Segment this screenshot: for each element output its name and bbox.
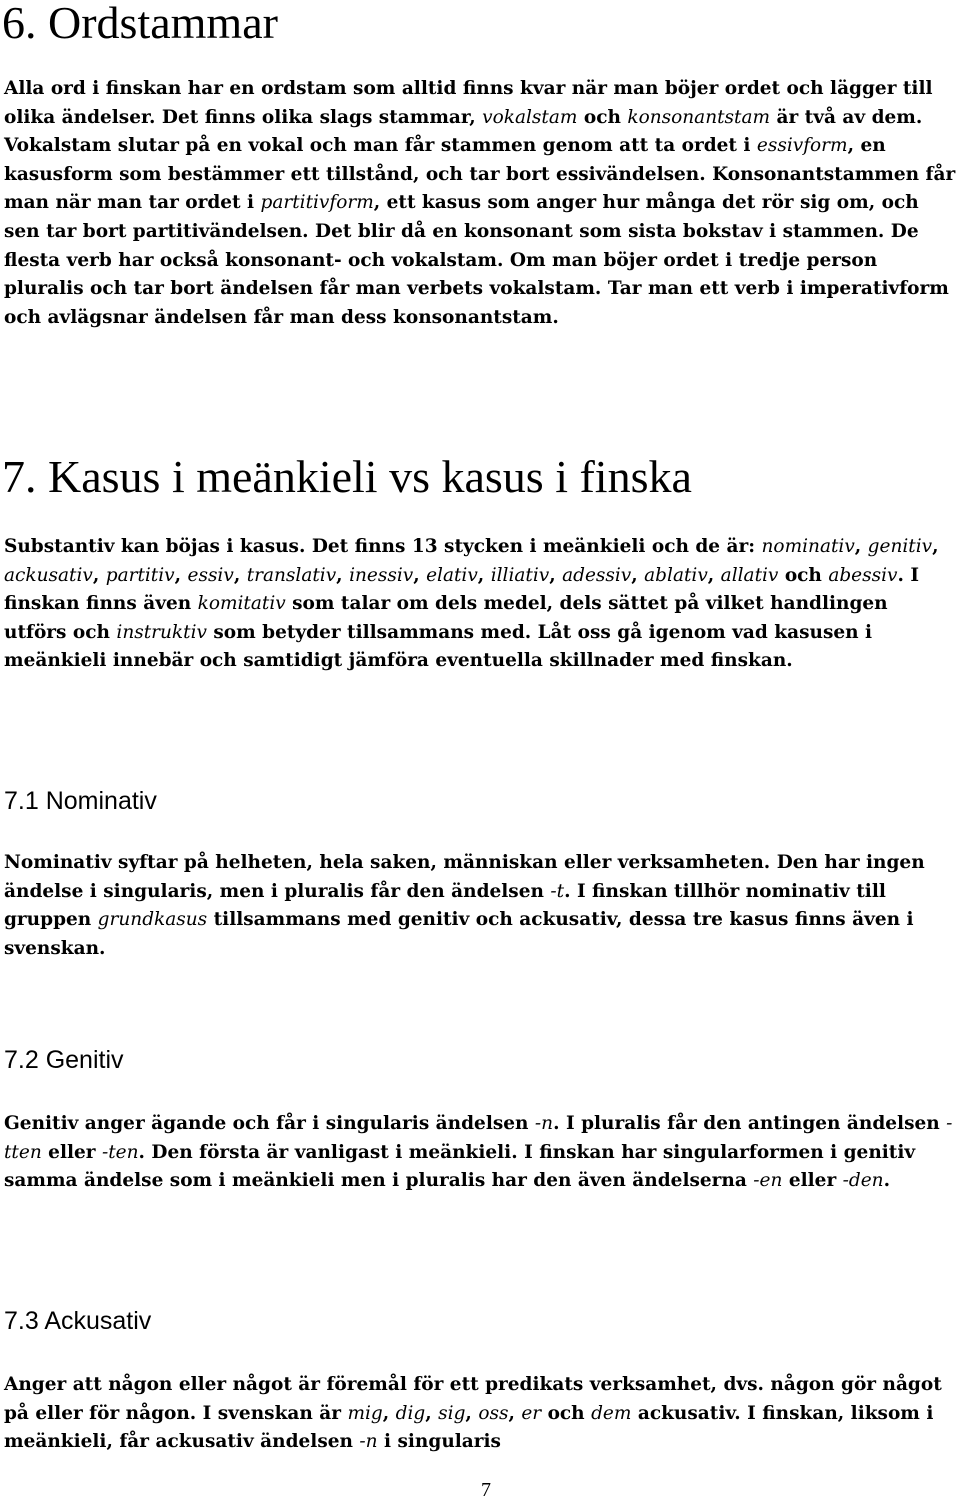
paragraph-genitiv: Genitiv anger ägande och får i singularis ändelsen -n. I pluralis får den antingen ändelsen -tten eller -ten. Den första är vanligast i meänkieli. I finskan har singularformen i genitiv samma ändelse som i meänkieli men i pluralis har den även ändelserna -en eller -den.	[4, 1113, 953, 1192]
paragraph-nominativ: Nominativ syftar på helheten, hela saken, människan eller verksamheten. Den har ingen ändelse i singularis, men i pluralis får den ändelsen -t. I finskan tillhör nominativ till gruppen grundkasus tillsammans med genitiv och ackusativ, dessa tre kasus finns även i svenskan.	[4, 852, 925, 959]
subsection-heading-genitiv: 7.2 Genitiv	[4, 1046, 124, 1074]
subsection-heading-ackusativ: 7.3 Ackusativ	[4, 1307, 152, 1335]
section-heading-kasus: 7. Kasus i meänkieli vs kasus i finska	[2, 451, 692, 502]
section-heading-ordstammar: 6. Ordstammar	[2, 0, 278, 48]
paragraph-ackusativ: Anger att någon eller något är föremål för ett predikats verksamhet, dvs. någon gör något på eller för någon. I svenskan är mig, dig, sig, oss, er och dem ackusativ. I finskan, liksom i meänkieli, får ackusativ ändelsen -n i singularis	[4, 1374, 942, 1453]
page-number: 7	[481, 1479, 491, 1501]
paragraph-ordstammar: Alla ord i finskan har en ordstam som alltid finns kvar när man böjer ordet och lägger till olika ändelser. Det finns olika slags stammar, vokalstam och konsonantstam är två av dem. Vokalstam slutar på en vokal och man får stammen genom att ta ordet i essivform, en kasusform som bestämmer ett tillstånd, och tar bort essivändelsen. Konsonantstammen får man när man tar ordet i partitivform, ett kasus som anger hur många det rör sig om, och sen tar bort partitivändelsen. Det blir då en konsonant som sista bokstav i stammen. De flesta verb har också konsonant- och vokalstam. Om man böjer ordet i tredje person pluralis och tar bort ändelsen får man verbets vokalstam. Tar man ett verb i imperativform och avlägsnar ändelsen får man dess konsonantstam.	[4, 78, 956, 328]
subsection-heading-nominativ: 7.1 Nominativ	[4, 787, 157, 815]
paragraph-kasus: Substantiv kan böjas i kasus. Det finns 13 stycken i meänkieli och de är: nominativ, genitiv, ackusativ, partitiv, essiv, translativ, inessiv, elativ, illiativ, adessiv, ablativ, allativ och abessiv. I finskan finns även komitativ som talar om dels medel, dels sättet på vilket handlingen utförs och instruktiv som betyder tillsammans med. Låt oss gå igenom vad kasusen i meänkieli innebär och samtidigt jämföra eventuella skillnader med finskan.	[4, 536, 939, 672]
